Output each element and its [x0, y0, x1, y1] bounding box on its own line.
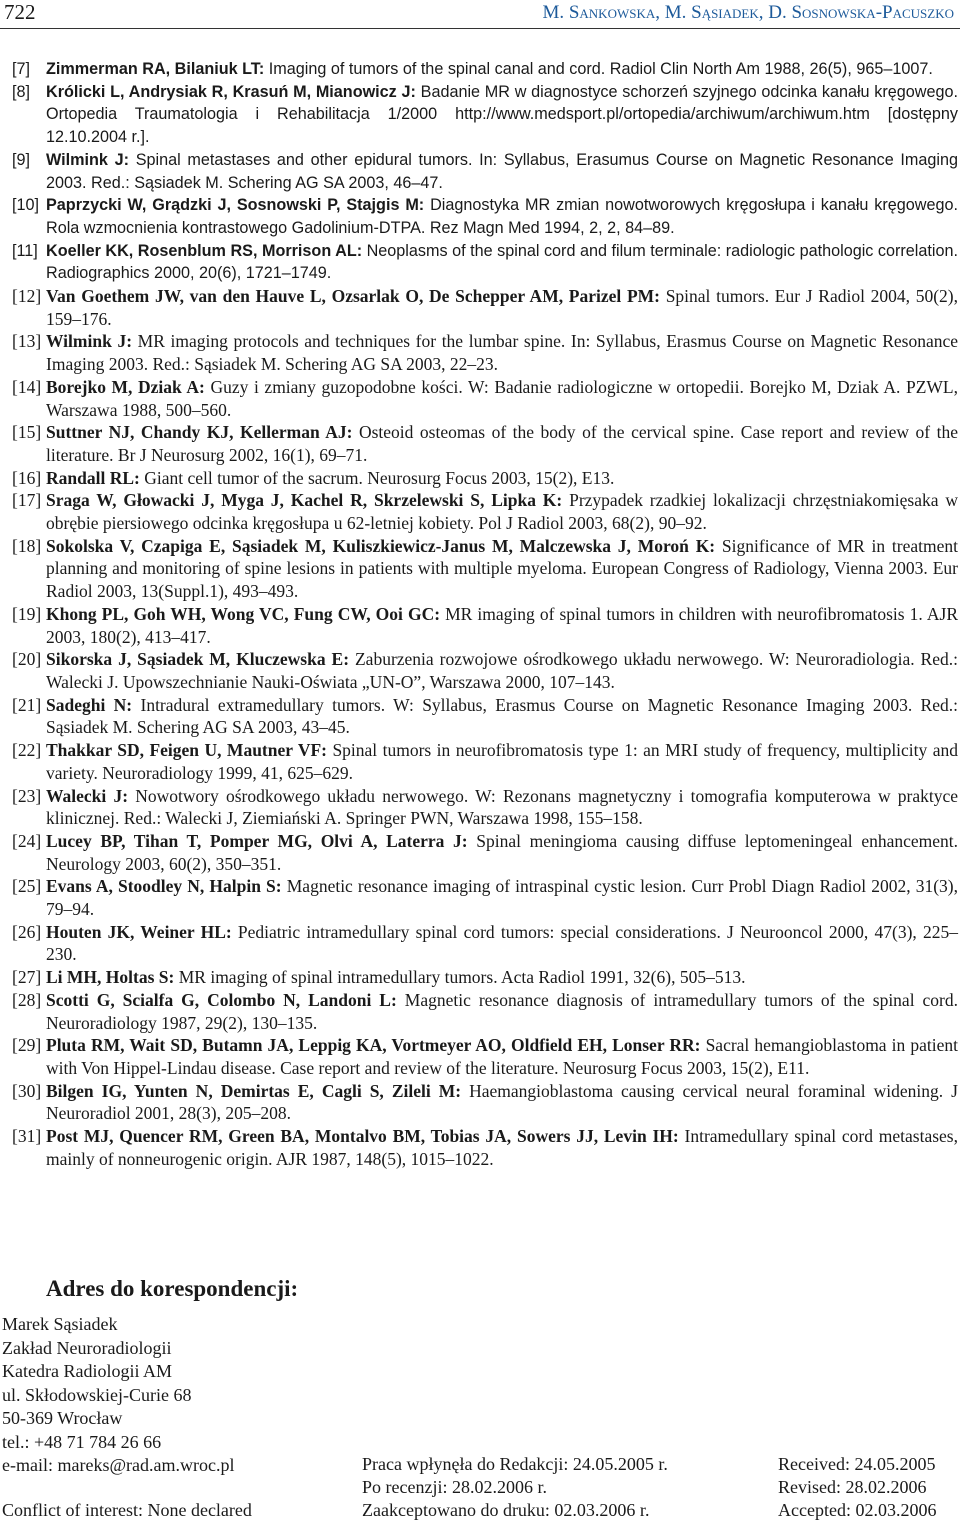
reference-text: Diagnostyka MR zmian nowotworowych kręgosłupa i kanału kręgowego. Rola wzmocnienia kontrastowego Gadolinium-DTPA. Rez Magn Med 1994, 2, 2, 84–89.: [46, 196, 958, 237]
reference-number: [23]: [12, 785, 42, 806]
date-accepted-pl: Zaakceptowano do druku: 02.03.2006 r.: [362, 1500, 650, 1520]
reference-authors: Bilgen IG, Yunten N, Demirtas E, Cagli S, Zileli M:: [46, 1080, 462, 1101]
dates-polish: [362, 1453, 668, 1522]
reference-item: [0, 467, 958, 490]
address-line: Katedra Radiologii AM: [2, 1361, 172, 1381]
reference-number: [9]: [12, 150, 30, 169]
reference-item: [0, 966, 958, 989]
reference-number: [26]: [12, 921, 42, 942]
date-revised-pl: Po recenzji: 28.02.2006 r.: [362, 1477, 547, 1497]
page-number: 722: [4, 0, 36, 24]
reference-number: [29]: [12, 1035, 42, 1056]
reference-number: [28]: [12, 989, 42, 1010]
reference-authors: Post MJ, Quencer RM, Green BA, Montalvo BM, Tobias JA, Sowers JJ, Levin IH:: [46, 1126, 679, 1147]
reference-authors: Li MH, Holtas S:: [46, 967, 175, 988]
reference-number: [19]: [12, 603, 42, 624]
reference-item: [0, 240, 958, 285]
reference-number: [21]: [12, 694, 42, 715]
reference-item: [0, 81, 958, 149]
reference-item: [0, 648, 958, 693]
reference-text: Magnetic resonance diagnosis of intramedullary tumors of the spinal cord. Neuroradiology 1987, 29(2), 130–135.: [46, 989, 958, 1033]
reference-text: Spinal tumors. Eur J Radiol 2004, 50(2), 159–176.: [46, 286, 959, 329]
reference-item: [0, 421, 958, 466]
reference-item: [0, 1034, 958, 1079]
reference-number: [12]: [12, 286, 42, 307]
reference-text: Magnetic resonance imaging of intraspinal cystic lesion. Curr Probl Diagn Radiol 2002, 31(3), 79–94.: [46, 876, 958, 920]
reference-text: Haemangioblastoma causing cervical neural foraminal widening. J Neuroradiol 2001, 28(3), 205–208.: [46, 1080, 958, 1124]
reference-item: [0, 285, 958, 330]
reference-text: Giant cell tumor of the sacrum. Neurosurg Focus 2003, 15(2), E13.: [139, 467, 615, 488]
reference-text: MR imaging protocols and techniques for the lumbar spine. In: Syllabus, Erasmus Course on Magnetic Resonance Imaging 2003. Red.: Sąsiadek M. Schering AG SA 2003, 22–23.: [46, 331, 958, 375]
reference-item: [0, 1125, 958, 1170]
reference-authors: Sraga W, Głowacki J, Myga J, Kachel R, Skrzelewski S, Lipka K:: [46, 490, 563, 511]
reference-authors: Sikorska J, Sąsiadek M, Kluczewska E:: [46, 649, 350, 670]
date-accepted-en: Accepted: 02.03.2006: [778, 1500, 937, 1520]
reference-text: Intramedullary spinal cord metastases, mainly of nonneurogenic origin. AJR 1987, 148(5), 1015–1022.: [46, 1126, 958, 1169]
reference-number: [30]: [12, 1080, 42, 1101]
conflict-of-interest: Conflict of interest: None declared: [2, 1500, 252, 1520]
reference-number: [27]: [12, 967, 42, 988]
reference-number: [13]: [12, 331, 42, 352]
reference-number: [11]: [12, 241, 38, 260]
reference-text: Zaburzenia rozwojowe ośrodkowego układu nerwowego. W: Neuroradiologia. Red.: Walecki J. Upowszechnianie Nauki-Oświata „UN-O”, Warszawa 2000, 107–143.: [46, 649, 958, 692]
reference-item: [0, 1080, 958, 1125]
reference-number: [14]: [12, 376, 42, 397]
correspondence-email: e-mail: mareks@rad.am.wroc.pl: [2, 1455, 235, 1475]
dates-english: [778, 1453, 936, 1522]
reference-authors: Khong PL, Goh WH, Wong VC, Fung CW, Ooi GC:: [46, 603, 441, 624]
reference-item: [0, 603, 958, 648]
reference-number: [25]: [12, 876, 42, 897]
reference-text: Spinal meningioma causing diffuse leptomeningeal enhancement. Neurology 2003, 60(2), 350–351.: [46, 830, 958, 874]
reference-number: [16]: [12, 467, 42, 488]
reference-item: [0, 785, 958, 830]
reference-text: Spinal metastases and other epidural tumors. In: Syllabus, Erasumus Course on Magnetic Resonance Imaging 2003. Red.: Sąsiadek M. Schering AG SA 2003, 46–47.: [46, 150, 958, 192]
reference-authors: Sadeghi N:: [46, 694, 133, 715]
reference-number: [8]: [12, 82, 30, 101]
reference-authors: Sokolska V, Czapiga E, Sąsiadek M, Kuliszkiewicz-Janus M, Malczewska J, Moroń K:: [46, 535, 716, 556]
correspondence-address: [2, 1313, 192, 1454]
reference-item: [0, 739, 958, 784]
date-received-pl: Praca wpłynęła do Redakcji: 24.05.2005 r.: [362, 1454, 668, 1474]
reference-item: [0, 830, 958, 875]
correspondence-title: Adres do korespondencji:: [46, 1276, 299, 1301]
reference-item: [0, 535, 958, 603]
reference-item: [0, 875, 958, 920]
reference-text: Sacral hemangioblastoma in patient with Von Hippel-Lindau disease. Case report and review of the literature. Neurosurg Focus 2003, 15(2), E11.: [46, 1035, 958, 1078]
reference-text: Significance of MR in treatment planning and monitoring of spine lesions in patients with multiple myeloma. European Congress of Radiology, Vienna 2003. Eur Radiol 2003, 13(Suppl.1), 493–493.: [46, 535, 959, 602]
address-line: Zakład Neuroradiologii: [2, 1337, 172, 1358]
reference-number: [22]: [12, 740, 42, 761]
reference-number: [15]: [12, 422, 42, 443]
address-line: ul. Skłodowskiej-Curie 68: [2, 1384, 192, 1405]
reference-text: Guzy i zmiany guzopodobne kości. W: Badanie radiologiczne w ortopedii. Borejko M, Dziak A. PZWL, Warszawa 1988, 500–560.: [46, 376, 958, 420]
reference-item: [0, 989, 958, 1034]
reference-item: [0, 376, 958, 421]
reference-authors: Koeller KK, Rosenblum RS, Morrison AL:: [46, 241, 363, 260]
reference-number: [31]: [12, 1126, 42, 1147]
reference-authors: Zimmerman RA, Bilaniuk LT:: [46, 60, 265, 78]
reference-item: [0, 694, 958, 739]
reference-authors: Borejko M, Dziak A:: [46, 376, 205, 397]
reference-text: Intradural extramedullary tumors. W: Syllabus, Erasmus Course on Magnetic Resonance Imaging 2003. Red.: Sąsiadek M. Schering AG SA 2003, 43–45.: [46, 694, 958, 738]
reference-text: MR imaging of spinal intramedullary tumors. Acta Radiol 1991, 32(6), 505–513.: [174, 967, 746, 988]
header-rule: [0, 28, 960, 29]
reference-number: [24]: [12, 830, 42, 851]
reference-authors: Pluta RM, Wait SD, Butamn JA, Leppig KA, Vortmeyer AO, Oldfield EH, Lonser RR:: [46, 1035, 701, 1056]
reference-authors: Królicki L, Andrysiak R, Krasuń M, Mianowicz J:: [46, 82, 416, 101]
reference-number: [18]: [12, 535, 42, 556]
reference-item: [0, 489, 958, 534]
reference-text: Pediatric intramedullary spinal cord tumors: special considerations. J Neurooncol 2000, 47(3), 225–230.: [46, 921, 958, 965]
reference-authors: Thakkar SD, Feigen U, Mautner VF:: [46, 740, 327, 761]
reference-text: Badanie MR w diagnostyce schorzeń szyjnego odcinka kanału kręgowego. Ortopedia Traumatologia i Rehabilitacja 1/2000 http://www.medsport.pl/ortopedia/archiwum/archiwum.htm [dostępny 12.10.2004 r.].: [46, 82, 958, 147]
date-received-en: Received: 24.05.2005: [778, 1454, 936, 1474]
reference-item: [0, 921, 958, 966]
running-header: [0, 0, 960, 30]
reference-authors: Wilmink J:: [46, 150, 130, 169]
reference-text: Neoplasms of the spinal cord and filum terminale: radiologic pathologic correlation. Radiographics 2000, 20(6), 1721–1749.: [46, 241, 958, 283]
reference-item: [0, 149, 958, 194]
running-authors: M. Sankowska, M. Sąsiadek, D. Sosnowska-Pacuszko: [542, 2, 954, 23]
reference-authors: Wilmink J:: [46, 331, 133, 352]
reference-number: [7]: [12, 60, 30, 78]
reference-authors: Van Goethem JW, van den Hauve L, Ozsarlak O, De Schepper AM, Parizel PM:: [46, 286, 660, 307]
reference-authors: Evans A, Stoodley N, Halpin S:: [46, 876, 282, 897]
reference-text: Nowotwory ośrodkowego układu nerwowego. W: Rezonans magnetyczny i tomografia komputerowa w praktyce klinicznej. Red.: Walecki J, Ziemiański A. Springer PWN, Warszawa 1998, 155–158.: [46, 785, 959, 829]
reference-authors: Houten JK, Weiner HL:: [46, 921, 232, 942]
reference-authors: Scotti G, Scialfa G, Colombo N, Landoni L:: [46, 989, 397, 1010]
reference-item: [0, 330, 958, 375]
reference-number: [10]: [12, 196, 40, 215]
reference-authors: Paprzycki W, Grądzki J, Sosnowski P, Stajgis M:: [46, 196, 425, 215]
reference-item: [0, 58, 958, 81]
reference-authors: Walecki J:: [46, 785, 129, 806]
reference-text: Imaging of tumors of the spinal canal and cord. Radiol Clin North Am 1988, 26(5), 965–1007.: [264, 60, 933, 78]
reference-text: Przypadek rzadkiej lokalizacji chrzęstniakomięsaka w obrębie piersiowego odcinka kręgosłupa u 62-letniej kobiety. Pol J Radiol 2003, 68(2), 90–92.: [46, 490, 958, 534]
reference-authors: Randall RL:: [46, 467, 140, 488]
reference-text: MR imaging of spinal tumors in children with neurofibromatosis 1. AJR 2003, 180(2), 413–417.: [46, 603, 958, 647]
reference-item: [0, 194, 958, 239]
address-line: tel.: +48 71 784 26 66: [2, 1431, 162, 1452]
reference-list: [0, 58, 958, 1170]
address-line: 50-369 Wrocław: [2, 1408, 123, 1428]
reference-authors: Suttner NJ, Chandy KJ, Kellerman AJ:: [46, 422, 353, 443]
reference-text: Spinal tumors in neurofibromatosis type 1: an MRI study of frequency, multiplicity and variety. Neuroradiology 1999, 41, 625–629.: [46, 740, 958, 783]
address-line: Marek Sąsiadek: [2, 1314, 118, 1334]
reference-authors: Lucey BP, Tihan T, Pomper MG, Olvi A, Laterra J:: [46, 830, 468, 851]
date-revised-en: Revised: 28.02.2006: [778, 1477, 927, 1497]
reference-text: Osteoid osteomas of the body of the cervical spine. Case report and review of the literature. Br J Neurosurg 2002, 16(1), 69–71.: [46, 422, 959, 465]
reference-number: [17]: [12, 490, 42, 511]
reference-number: [20]: [12, 649, 42, 670]
